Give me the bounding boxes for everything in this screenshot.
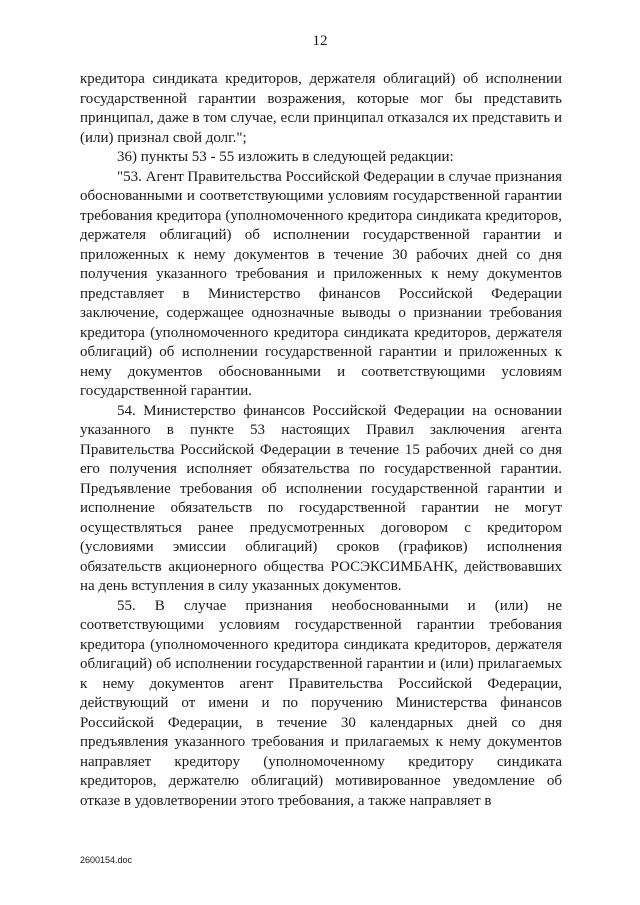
paragraph-point-55: 55. В случае признания необоснованными и (или) не соответствующими условиям государственной гарантии требования кредитора (уполномоченного кредитора синдиката кредиторов, держателя облигаций) об исполнении государственной гарантии и (или) прилагаемых к нему документов агент Правительства Российской Федерации, действующий от имени и по поручению Министерства финансов Российской Федерации, в течение 30 календарных дней со дня предъявления указанного требования и прилагаемых к нему документов направляет кредитору (уполномоченному кредитору синдиката кредиторов, держателю облигаций) мотивированное уведомление об отказе в удовлетворении этого требования, а также направляет в bbox=[80, 597, 562, 809]
footer-filename: 2600154.doc bbox=[80, 855, 133, 865]
paragraph-point-53: "53. Агент Правительства Российской Федерации в случае признания обоснованными и соответствующими условиям государственной гарантии требования кредитора (уполномоченного кредитора синдиката кредиторов, держателя облигаций) об исполнении государственной гарантии и приложенных к нему документов в течение 30 рабочих дней со дня получения указанного требования и приложенных к нему документов представляет в Министерство финансов Российской Федерации заключение, содержащее однозначные выводы о признании требования кредитора (уполномоченного кредитора синдиката кредиторов, держателя облигаций) об исполнении государственной гарантии и приложенных к нему документов обоснованными и соответствующими условиям государственной гарантии. bbox=[80, 168, 563, 399]
page-number: 12 bbox=[312, 33, 328, 49]
paragraph-continuation: кредитора синдиката кредиторов, держателя облигаций) об исполнении государственной гарантии возражения, которые мог бы представить принципал, даже в том случае, если принципал отказался их представить и (или) признал свой долг."; bbox=[80, 71, 562, 146]
paragraph-point-54: 54. Министерство финансов Российской Федерации на основании указанного в пункте 53 настоящих Правил заключения агента Правительства Российской Федерации в течение 15 рабочих дней со дня его получения исполняет обязательства по государственной гарантии. Предъявление требования об исполнении государственной гарантии и исполнение обязательств по государственной гарантии не могут осуществляться ранее предусмотренных договором с кредитором (условиями эмиссии облигаций) сроков (графиков) исполнения обязательств акционерного общества РОСЭКСИМБАНК, действовавших на день вступления в силу указанных документов. bbox=[80, 402, 562, 594]
paragraph-item-36: 36) пункты 53 - 55 изложить в следующей редакции: bbox=[117, 149, 454, 165]
document-body bbox=[80, 70, 562, 811]
